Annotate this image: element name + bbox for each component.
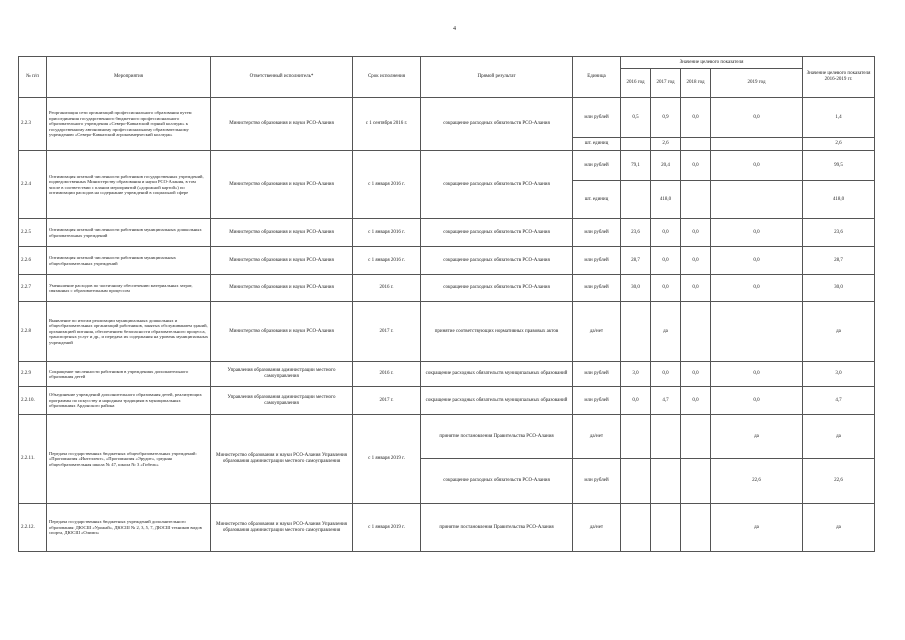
cell-2016: 23,6 <box>621 219 651 247</box>
cell-total: 1,4 <box>803 98 875 138</box>
row-deadline: с 1 января 2016 г. <box>353 151 421 219</box>
row-executor: Министерство образования и науки РСО-Алания <box>211 275 353 302</box>
row-executor: Министерство образования и науки РСО-Алания <box>211 302 353 362</box>
cell-total: 22,6 <box>803 459 875 504</box>
cell-2017 <box>651 415 681 459</box>
page-number: 4 <box>453 26 456 32</box>
row-deadline: с 1 января 2019 г. <box>353 504 421 552</box>
cell-2017 <box>651 459 681 504</box>
cell-2017: да <box>651 302 681 362</box>
cell-2016 <box>621 415 651 459</box>
cell-2017: 0,0 <box>651 219 681 247</box>
cell-total: 2,6 <box>803 138 875 151</box>
row-num: 2.2.6 <box>19 247 47 275</box>
row-executor: Управления образования администрации местного самоуправления <box>211 362 353 387</box>
cell-2016: 79,1 <box>621 151 651 181</box>
row-result: сокращение расходных обязательств РСО-Алания <box>421 151 573 219</box>
cell-2019: 0,0 <box>711 362 803 387</box>
cell-total: 3,0 <box>803 362 875 387</box>
row-result: сокращение расходных обязательств РСО-Алания <box>421 247 573 275</box>
row-deadline: 2017 г. <box>353 302 421 362</box>
cell-2016 <box>621 138 651 151</box>
cell-2017: 2,6 <box>651 138 681 151</box>
row-unit: млн рублей <box>573 387 621 415</box>
row-measure: Выявление по итогам реализации муниципальных дошкольных и общеобразовательных организаций работников, занятых обслуживанием зданий, организацией питания, обеспечением безопасности образовательного процесса, транспортных услуг и др., и передача их содержания на уровень муниципальных учреждений <box>47 302 211 362</box>
row-deadline: с 1 сентября 2016 г. <box>353 98 421 151</box>
cell-2018 <box>681 504 711 552</box>
table-row <box>19 275 875 302</box>
cell-total: 28,7 <box>803 247 875 275</box>
row-measure: Уменьшение расходов по частичному обеспечению материальных затрат, связанных с образовательным процессом <box>47 275 211 302</box>
cell-2018 <box>681 138 711 151</box>
row-unit: да/нет <box>573 302 621 362</box>
cell-2018: 0,0 <box>681 219 711 247</box>
cell-2019: 0,0 <box>711 275 803 302</box>
row-executor: Министерство образования и науки РСО-Алания <box>211 151 353 219</box>
row-result: сокращение расходных обязательств РСО-Алания <box>421 219 573 247</box>
cell-2019: 0,0 <box>711 219 803 247</box>
row-unit: млн рублей <box>573 98 621 138</box>
row-deadline: с 1 января 2019 г. <box>353 415 421 504</box>
row-measure: Объединение учреждений дополнительного образования детей, реализующих программы по искусству и народным традициям в муниципальных образованиях Ардонского района <box>47 387 211 415</box>
cell-2018: 0,0 <box>681 151 711 181</box>
row-unit: шт. единиц <box>573 181 621 219</box>
row-unit: млн рублей <box>573 362 621 387</box>
row-result: сокращение расходных обязательств муниципальных образований <box>421 387 573 415</box>
cell-2018: 0,0 <box>681 387 711 415</box>
action-plan-table <box>18 56 875 552</box>
cell-2017: 0,9 <box>651 98 681 138</box>
row-result: принятие постановления Правительства РСО-Алания <box>421 415 573 459</box>
cell-2018: 0,0 <box>681 247 711 275</box>
header-measure: Мероприятия <box>47 57 211 98</box>
row-num: 2.2.3 <box>19 98 47 151</box>
cell-2018 <box>681 459 711 504</box>
row-executor: Министерство образования и науки РСО-Алания <box>211 219 353 247</box>
row-num: 2.2.10. <box>19 387 47 415</box>
row-executor: Министерство образования и науки РСО-Алания Управления образования администрации местного самоуправления <box>211 504 353 552</box>
cell-2019: 0,0 <box>711 387 803 415</box>
row-measure: Сокращение численности работников в учреждениях дополнительного образования детей <box>47 362 211 387</box>
row-unit: да/нет <box>573 415 621 459</box>
header-num: № п/п <box>19 57 47 98</box>
cell-2016: 30,0 <box>621 275 651 302</box>
row-measure: Реорганизация сети организаций профессионального образования путем присоединения государственного бюджетного профессионального образовательного учреждения «Северо-Кавказский горный колледж» к государственному автономному профессиональному образовательному учреждению «Северо-Кавказский агрокоммерческий колледж» <box>47 98 211 151</box>
header-unit: Единица <box>573 57 621 98</box>
row-deadline: 2016 г. <box>353 362 421 387</box>
cell-2018 <box>681 302 711 362</box>
cell-2019 <box>711 138 803 151</box>
header-2016: 2016 год <box>621 69 651 98</box>
row-result: сокращение расходных обязательств РСО-Алания <box>421 275 573 302</box>
cell-2017: 0,0 <box>651 362 681 387</box>
cell-2016 <box>621 302 651 362</box>
header-2017: 2017 год <box>651 69 681 98</box>
row-num: 2.2.9 <box>19 362 47 387</box>
row-result: сокращение расходных обязательств РСО-Алания <box>421 459 573 504</box>
table-row <box>19 415 875 459</box>
row-unit: млн рублей <box>573 219 621 247</box>
cell-2019: 22,6 <box>711 459 803 504</box>
cell-2019 <box>711 302 803 362</box>
row-executor: Министерство образования и науки РСО-Алания Управления образования администрации местного самоуправления <box>211 415 353 504</box>
cell-total: 4,7 <box>803 387 875 415</box>
cell-2017: 4,7 <box>651 387 681 415</box>
cell-2018: 0,0 <box>681 98 711 138</box>
cell-2017: 0,0 <box>651 275 681 302</box>
row-measure: Оптимизация штатной численности работников муниципальных дошкольных образовательных учреждений <box>47 219 211 247</box>
row-num: 2.2.4 <box>19 151 47 219</box>
table-row <box>19 219 875 247</box>
cell-2016: 0,0 <box>621 387 651 415</box>
cell-2016: 0,5 <box>621 98 651 138</box>
row-executor: Министерство образования и науки РСО-Алания <box>211 247 353 275</box>
cell-2018 <box>681 181 711 219</box>
cell-2019: 0,0 <box>711 247 803 275</box>
cell-2016 <box>621 459 651 504</box>
cell-total: 23,6 <box>803 219 875 247</box>
row-deadline: 2016 г. <box>353 275 421 302</box>
cell-2019: 0,0 <box>711 98 803 138</box>
cell-2019: да <box>711 415 803 459</box>
cell-2019: да <box>711 504 803 552</box>
row-unit: млн рублей <box>573 275 621 302</box>
cell-total: да <box>803 302 875 362</box>
cell-2018 <box>681 415 711 459</box>
table-row <box>19 504 875 552</box>
row-num: 2.2.11. <box>19 415 47 504</box>
cell-total: 30,0 <box>803 275 875 302</box>
row-deadline: с 1 января 2016 г. <box>353 219 421 247</box>
row-num: 2.2.5 <box>19 219 47 247</box>
table-row <box>19 387 875 415</box>
cell-total: 418,0 <box>803 181 875 219</box>
cell-2017: 20,4 <box>651 151 681 181</box>
cell-2017: 0,0 <box>651 247 681 275</box>
row-executor: Управления образования администрации местного самоуправления <box>211 387 353 415</box>
cell-total: да <box>803 504 875 552</box>
cell-2016 <box>621 504 651 552</box>
header-result: Прямой результат <box>421 57 573 98</box>
header-total: Значение целевого показателя 2016-2019 гг. <box>803 57 875 98</box>
cell-2019: 0,0 <box>711 151 803 181</box>
cell-2017 <box>651 504 681 552</box>
row-result: сокращение расходных обязательств муниципальных образований <box>421 362 573 387</box>
cell-2016: 3,0 <box>621 362 651 387</box>
table-row <box>19 247 875 275</box>
header-executor: Ответственный исполнитель* <box>211 57 353 98</box>
table-row <box>19 98 875 138</box>
cell-2018: 0,0 <box>681 275 711 302</box>
row-unit: млн рублей <box>573 247 621 275</box>
header-deadline: Срок исполнения <box>353 57 421 98</box>
cell-2016: 28,7 <box>621 247 651 275</box>
row-deadline: 2017 г. <box>353 387 421 415</box>
row-num: 2.2.12. <box>19 504 47 552</box>
header-2019: 2019 год <box>711 69 803 98</box>
row-unit: да/нет <box>573 504 621 552</box>
row-result: принятие соответствующих нормативных правовых актов <box>421 302 573 362</box>
table-row <box>19 362 875 387</box>
cell-total: 99,5 <box>803 151 875 181</box>
header-2018: 2018 год <box>681 69 711 98</box>
header-years-group: Значение целевого показателя <box>621 57 803 69</box>
cell-2017: 418,0 <box>651 181 681 219</box>
row-unit: млн рублей <box>573 459 621 504</box>
row-measure: Передача государственных бюджетных учреждений дополнительного образования: ДЮСШ «Урожай», ДЮСШ № 2, 3, 5, 7, ДЮСШ техников видов спорта, ДЮСШ «Олимп» <box>47 504 211 552</box>
row-num: 2.2.7 <box>19 275 47 302</box>
row-executor: Министерство образования и науки РСО-Алания <box>211 98 353 151</box>
table-row <box>19 302 875 362</box>
row-unit: шт. единиц <box>573 138 621 151</box>
row-unit: млн рублей <box>573 151 621 181</box>
row-deadline: с 1 января 2016 г. <box>353 247 421 275</box>
cell-2016 <box>621 181 651 219</box>
row-measure: Оптимизация штатной численности работников государственных учреждений, подведомственных Министерству образования и науки РСО-Алания, в том числе в соответствии с планом мероприятий («дорожной картой») по оптимизации расходов на содержание учреждений в социальной сфере <box>47 151 211 219</box>
row-measure: Передача государственных бюджетных общеобразовательных учреждений: «Прогимназия «Интеллект», «Прогимназия «Эрудит», средняя общеобразовательная школа № 47, школа № 3 «Гибель» <box>47 415 211 504</box>
row-result: принятие постановления Правительства РСО-Алания <box>421 504 573 552</box>
cell-total: да <box>803 415 875 459</box>
row-measure: Оптимизация штатной численности работников муниципальных общеобразовательных учреждений <box>47 247 211 275</box>
row-result: сокращение расходных обязательств РСО-Алания <box>421 98 573 151</box>
cell-2018: 0,0 <box>681 362 711 387</box>
cell-2019 <box>711 181 803 219</box>
table-row <box>19 151 875 181</box>
row-num: 2.2.8 <box>19 302 47 362</box>
